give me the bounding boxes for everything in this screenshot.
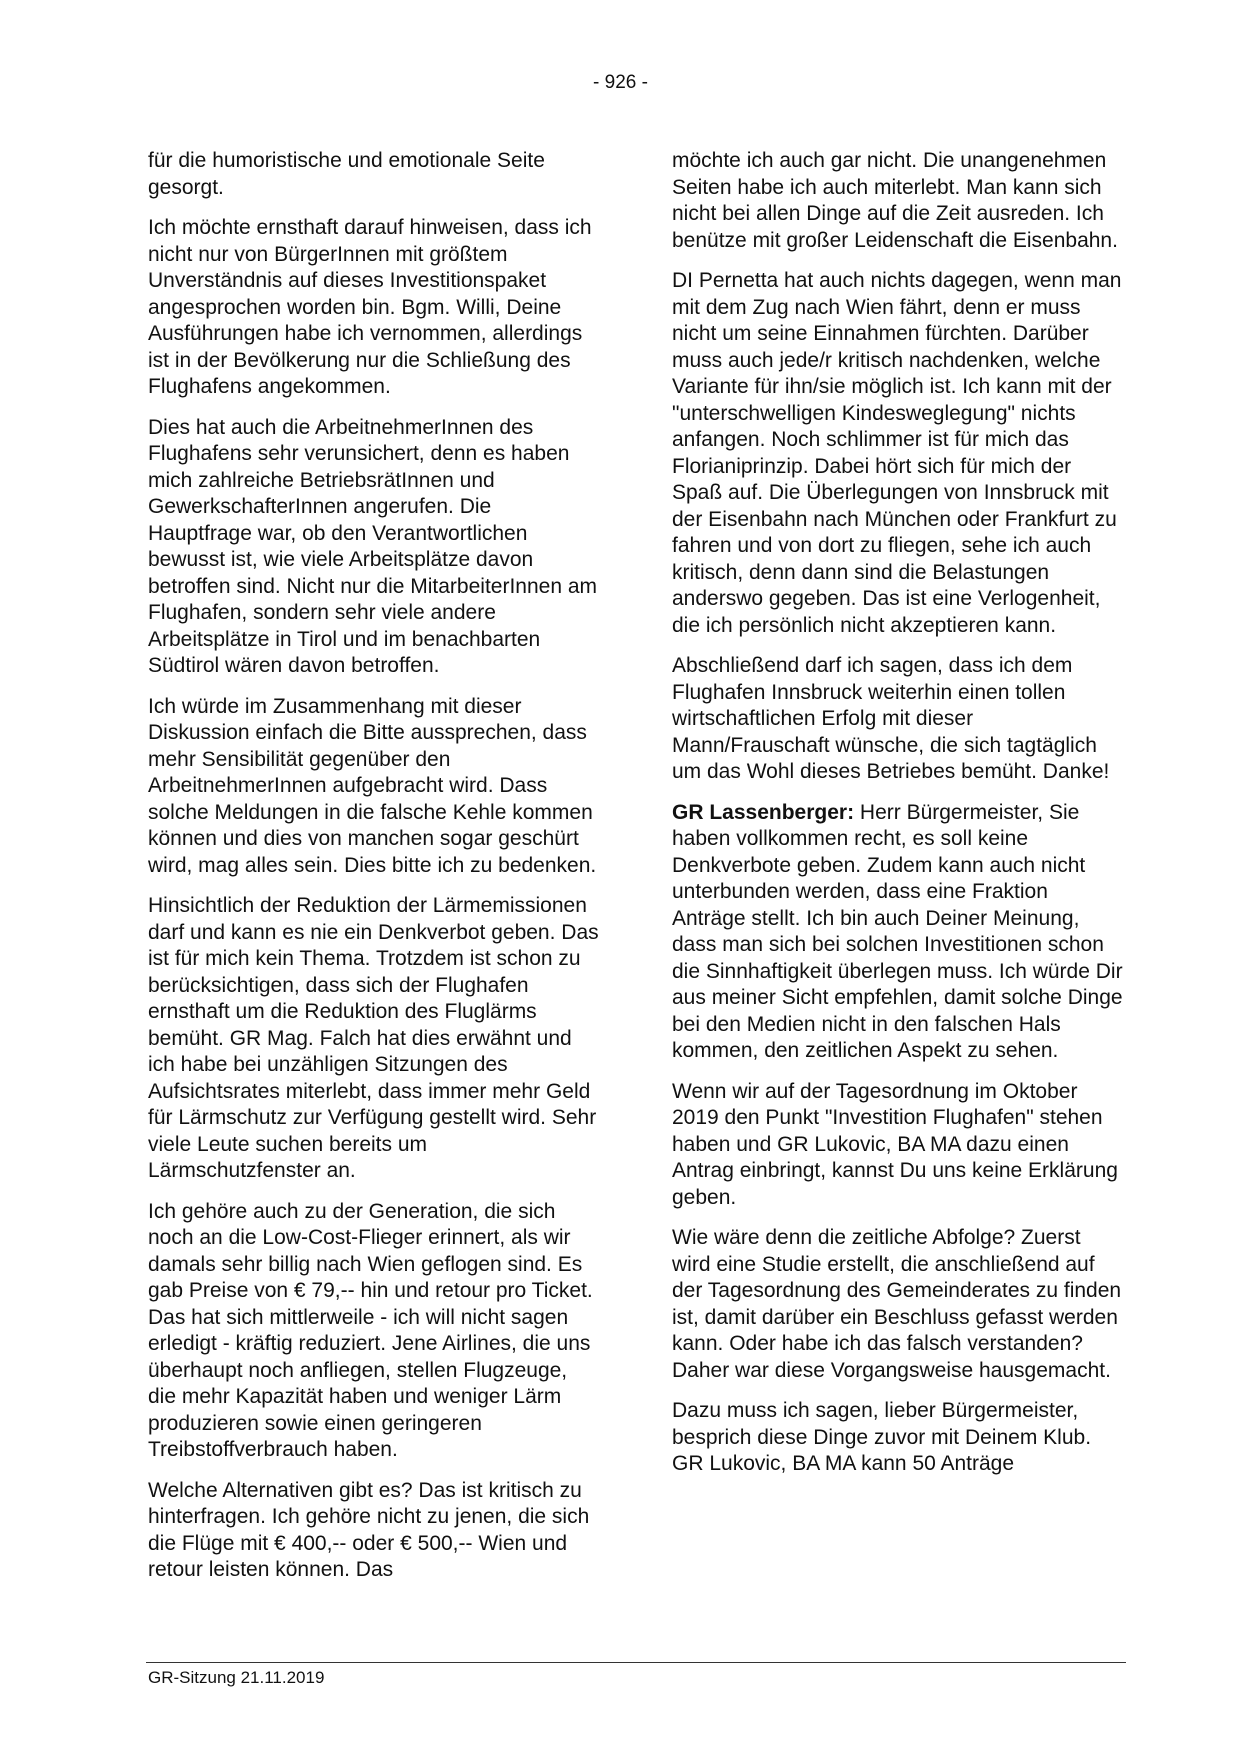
paragraph: für die humoristische und emotionale Seite gesorgt. [148, 149, 545, 199]
paragraph: Hinsichtlich der Reduktion der Lärmemissionen darf und kann es nie ein Denkverbot geben. Das ist für mich kein Thema. Trotzdem ist schon zu berücksichtigen, dass sich der Flughafen ernsthaft um die Reduktion des Fluglärms bemüht. GR Mag. Falch hat dies erwähnt und ich habe bei unzähligen Sitzungen des Aufsichtsrates miterlebt, dass immer mehr Geld für Lärmschutz zur Verfügung gestellt wird. Sehr viele Leute suchen bereits um Lärmschutzfenster an. [148, 894, 599, 1182]
footer-divider [146, 1662, 1126, 1663]
paragraph: Ich möchte ernsthaft darauf hinweisen, dass ich nicht nur von BürgerInnen mit größtem Unverständnis auf dieses Investitionspaket angesprochen worden bin. Bgm. Willi, Deine Ausführungen habe ich vernommen, allerdings ist in der Bevölkerung nur die Schließung des Flughafens angekommen. [148, 216, 592, 398]
paragraph: Dies hat auch die ArbeitnehmerInnen des Flughafens sehr verunsichert, denn es haben mich zahlreiche BetriebsrätInnen und GewerkschafterInnen angerufen. Die Hauptfrage war, ob den Verantwortlichen bewusst ist, wie viele Arbeitsplätze davon betroffen sind. Nicht nur die MitarbeiterInnen am Flughafen, sondern sehr viele andere Arbeitsplätze in Tirol und im benachbarten Südtirol wären davon betroffen. [148, 415, 598, 677]
paragraph: DI Pernetta hat auch nichts dagegen, wenn man mit dem Zug nach Wien fährt, denn er muss nicht um seine Einnahmen fürchten. Darüber muss auch jede/r kritisch nachdenken, welche Variante für ihn/sie möglich ist. Ich kann mit der "unterschwelligen Kindesweglegung" nichts anfangen. Noch schlimmer ist für mich das Florianiprinzip. Dabei hört sich für mich der Spaß auf. Die Überlegungen von Innsbruck mit der Eisenbahn nach München oder Frankfurt zu fahren und von dort zu fliegen, sehe ich auch kritisch, denn dann sind die Belastungen anderswo gegeben. Das ist eine Verlogenheit, die ich persönlich nicht akzeptieren kann. [672, 269, 1122, 637]
right-column [672, 148, 1124, 1492]
paragraph: Ich gehöre auch zu der Generation, die sich noch an die Low-Cost-Flieger erinnert, als wir damals sehr billig nach Wien geflogen sind. Es gab Preise von € 79,-- hin und retour pro Ticket. Das hat sich mittlerweile - ich will nicht sagen erledigt - kräftig reduziert. Jene Airlines, die uns überhaupt noch anfliegen, stellen Flugzeuge, die mehr Kapazität haben und weniger Lärm produzieren sowie einen geringeren Treibstoffverbrauch haben. [148, 1199, 593, 1461]
speaker-name: GR Lassenberger: [672, 800, 855, 824]
paragraph: Dazu muss ich sagen, lieber Bürgermeister, besprich diese Dinge zuvor mit Deinem Klub. GR Lukovic, BA MA kann 50 Anträge [672, 1399, 1092, 1475]
left-column [148, 148, 600, 1598]
speaker-paragraph [672, 800, 1124, 1065]
paragraph: möchte ich auch gar nicht. Die unangenehmen Seiten habe ich auch miterlebt. Man kann sich nicht bei allen Dinge auf die Zeit ausreden. Ich benütze mit großer Leidenschaft die Eisenbahn. [672, 149, 1118, 252]
speaker-text: Herr Bürgermeister, Sie haben vollkommen recht, es soll keine Denkverbote geben. Zudem kann auch nicht unterbunden werden, dass eine Fraktion Anträge stellt. Ich bin auch Deiner Meinung, dass man sich bei solchen Investitionen schon die Sinnhaftigkeit überlegen muss. Ich würde Dir aus meiner Sicht empfehlen, damit solche Dinge bei den Medien nicht in den falschen Hals kommen, den zeitlichen Aspekt zu sehen. [672, 800, 1123, 1062]
paragraph: Wie wäre denn die zeitliche Abfolge? Zuerst wird eine Studie erstellt, die anschließend auf der Tagesordnung des Gemeinderates zu finden ist, damit darüber ein Beschluss gefasst werden kann. Oder habe ich das falsch verstanden? Daher war diese Vorgangsweise hausgemacht. [672, 1226, 1122, 1382]
paragraph: Wenn wir auf der Tagesordnung im Oktober 2019 den Punkt "Investition Flughafen" stehen haben und GR Lukovic, BA MA dazu einen Antrag einbringt, kannst Du uns keine Erklärung geben. [672, 1079, 1118, 1209]
footer-session-label: GR-Sitzung 21.11.2019 [148, 1668, 325, 1687]
paragraph: Abschließend darf ich sagen, dass ich dem Flughafen Innsbruck weiterhin einen tollen wirtschaftlichen Erfolg mit dieser Mann/Frauschaft wünsche, die sich tagtäglich um das Wohl dieses Betriebes bemüht. Danke! [672, 654, 1110, 783]
paragraph: Welche Alternativen gibt es? Das ist kritisch zu hinterfragen. Ich gehöre nicht zu jenen, die sich die Flüge mit € 400,-- oder € 500,-- Wien und retour leisten können. Das [148, 1478, 590, 1581]
page-number: - 926 - [593, 72, 648, 93]
paragraph: Ich würde im Zusammenhang mit dieser Diskussion einfach die Bitte aussprechen, dass mehr Sensibilität gegenüber den ArbeitnehmerInnen aufgebracht wird. Dass solche Meldungen in die falsche Kehle kommen können und dies von manchen sogar geschürt wird, mag alles sein. Dies bitte ich zu bedenken. [148, 694, 597, 877]
